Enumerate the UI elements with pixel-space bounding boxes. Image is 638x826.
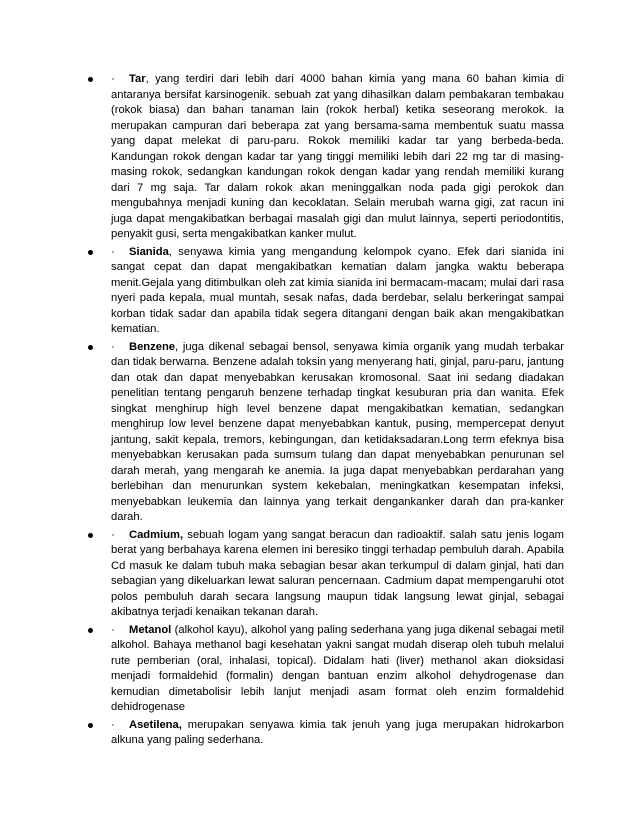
middle-dot: · [111,340,115,353]
term-cadmium: Cadmium, [129,528,184,541]
term-tar: Tar [129,73,146,85]
description-cadmium: sebuah logam yang sangat beracun dan radioaktif. salah satu jenis logam berat yang berbahaya karena elemen ini beresiko tinggi terhadap pembuluh darah. Apabila Cd masuk ke dalam tubuh maka sebagian besar akan terkumpul di dalam ginjal, hati dan sebagian yang dikeluarkan lewat saluran pencernaan. Cadmium dapat mempengaruhi otot polos pembuluh darah secara langsung maupun tidak langsung lewat ginjal, sebagai akibatnya terjadi kenaikan tekanan darah. [111,528,564,618]
term-asetilena: Asetilena, [129,718,182,731]
list-item-benzene [88,340,564,526]
bullet-icon [88,345,93,350]
middle-dot: · [111,718,115,731]
list-item-sianida [88,245,564,338]
bullet-icon [88,250,93,255]
middle-dot: · [111,245,115,258]
term-sianida: Sianida [129,245,169,258]
bullet-list [88,72,564,751]
list-item-cadmium [88,528,564,621]
list-item-tar [88,72,564,243]
description-metanol: (alkohol kayu), alkohol yang paling sederhana yang juga dikenal sebagai metil alkohol. Bahaya methanol bagi kesehatan yakni sangat mudah diserap oleh tubuh melalui rute pemberian (oral, inhalasi, topical). Didalam hati (liver) methanol akan dioksidasi menjadi formaldehid (formalin) dengan bantuan enzim alkohol dehydrogenase dan kemudian dimetabolisir lebih lanjut menjadi asam format oleh enzim formaldehid dehidrogenase [111,623,564,713]
bullet-icon [88,533,93,538]
bullet-icon [88,628,93,633]
bullet-icon [88,723,93,728]
middle-dot: · [111,73,115,85]
term-benzene: Benzene [129,340,176,353]
description-benzene: , juga dikenal sebagai bensol, senyawa kimia organik yang mudah terbakar dan tidak berwarna. Benzene adalah toksin yang menyerang hati, ginjal, paru-paru, jantung dan otak dan dapat menyebabkan kerusakan kromosonal. Saat ini sedang diadakan penelitian tentang pengaruh benzene terhadap tingkat kesuburan pria dan wanita. Efek singkat menghirup high level benzene dapat mengakibatkan kematian, sedangkan menghirup low level benzene dapat menyebabkan kantuk, pusing, mempercepat denyut jantung, sakit kepala, tremors, kebingungan, dan ketidaksadaran.Long term efeknya bisa menyebabkan kerusakan pada sumsum tulang dan dapat menyebabkan penurunan sel darah merah, yang mengarah ke anemia. Ia juga dapat menyebabkan perdarahan yang berlebihan dan menurunkan system kekebalan, meningkatkan kesempatan infeksi, menyebabkan leukemia dan lainnya yang terkait dengankanker darah dan pra-kanker darah. [111,340,564,523]
description-tar: , yang terdiri dari lebih dari 4000 bahan kimia yang mana 60 bahan kimia di antaranya bersifat karsinogenik. sebuah zat yang dihasilkan dalam pembakaran tembakau (rokok biasa) dan bahan tanaman lain (rokok herbal) ketika seseorang merokok. Ia merupakan campuran dari beberapa zat yang bersama-sama membentuk suatu massa yang dapat melekat di paru-paru. Rokok memiliki kadar tar yang berbeda-beda. Kandungan rokok dengan kadar tar yang tinggi memiliki lebih dari 22 mg tar di masing-masing rokok, sedangkan kandungan rokok dengan kadar yang rendah memiliki kurang dari 7 mg saja. Tar dalam rokok akan meninggalkan noda pada gigi perokok dan mengubahnya menjadi kuning dan kecoklatan. Selain merubah warna gigi, zat racun ini juga dapat mengakibatkan berbagai masalah gigi dan mulut lainnya, seperti periodontitis, penyakit gusi, serta mengakibatkan kanker mulut. [111,73,564,240]
list-item-metanol [88,623,564,716]
list-item-asetilena [88,718,564,749]
term-metanol: Metanol [129,623,172,636]
middle-dot: · [111,528,115,541]
bullet-icon [88,77,93,82]
description-sianida: , senyawa kimia yang mengandung kelompok cyano. Efek dari sianida ini sangat cepat dan dapat mengakibatkan kematian dalam jangka waktu beberapa menit.Gejala yang ditimbulkan oleh zat kimia sianida ini bermacam-macam; mulai dari rasa nyeri pada kepala, mual muntah, sesak nafas, dada berdebar, selalu berkeringat sampai korban tidak sadar dan apabila tidak segera ditangani dengan baik akan mengakibatkan kematian. [111,245,564,335]
description-asetilena: merupakan senyawa kimia tak jenuh yang juga merupakan hidrokarbon alkuna yang paling sederhana. [111,718,564,746]
middle-dot: · [111,623,115,636]
